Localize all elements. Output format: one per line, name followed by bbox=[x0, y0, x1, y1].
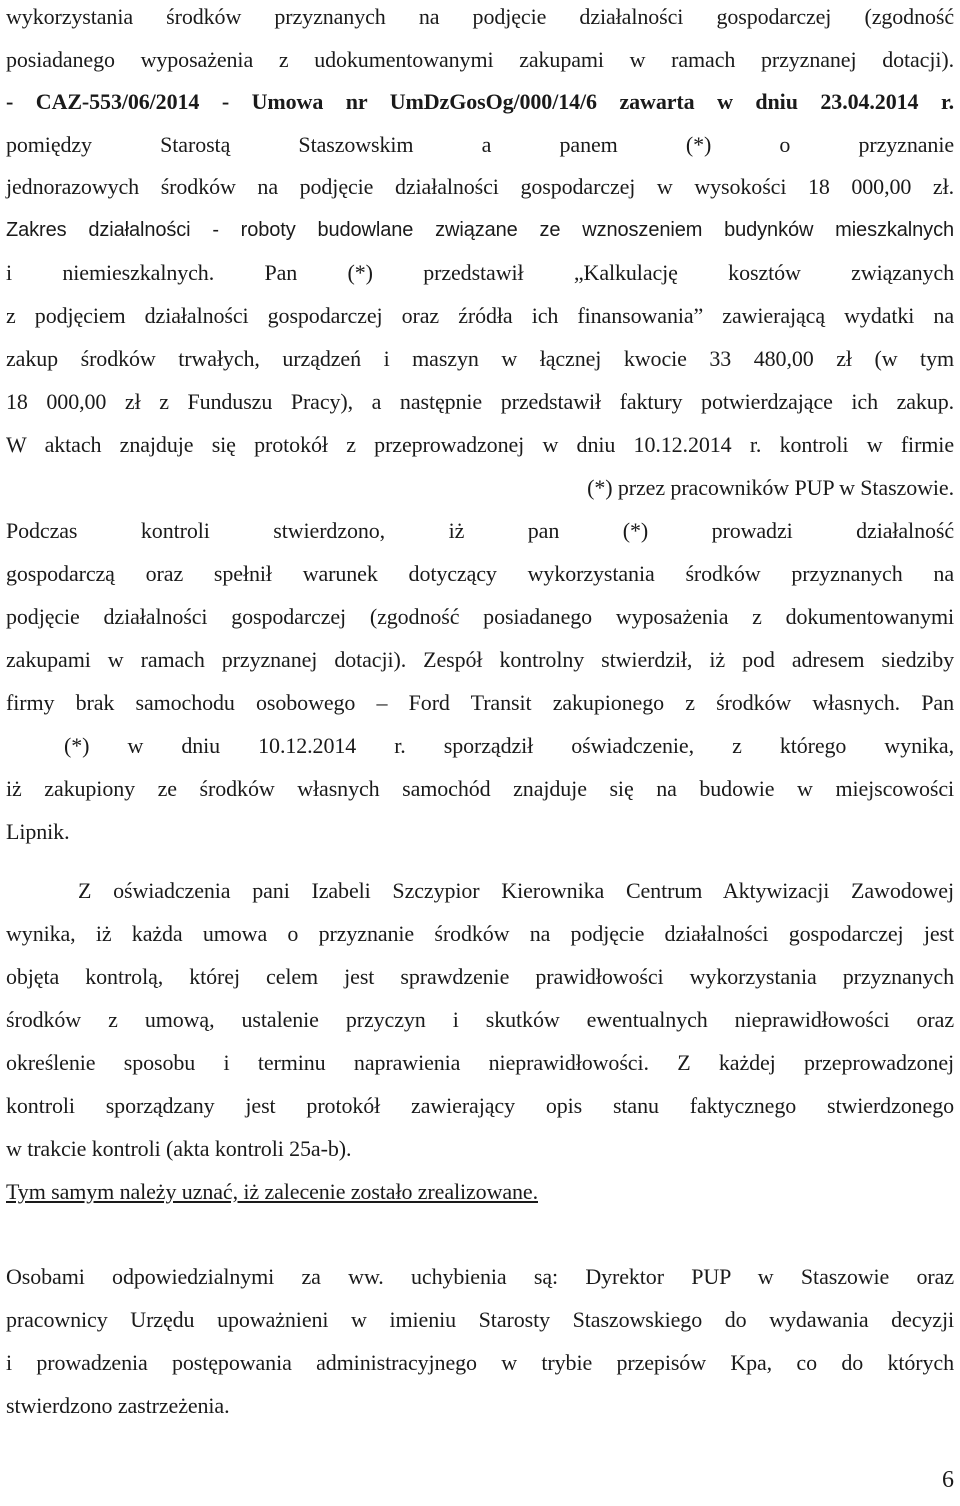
text-line: zakup środków trwałych, urządzeń i maszyn w łącznej kwocie 33 480,00 zł (w tym bbox=[6, 346, 954, 371]
text-line: W aktach znajduje się protokół z przeprowadzonej w dniu 10.12.2014 r. kontroli w firmie bbox=[6, 432, 954, 457]
text-line: w trakcie kontroli (akta kontroli 25a-b). bbox=[6, 1136, 352, 1161]
text-line: kontroli sporządzany jest protokół zawierający opis stanu faktycznego stwierdzonego bbox=[6, 1093, 954, 1118]
text-line: 18 000,00 zł z Funduszu Pracy), a następnie przedstawił faktury potwierdzające ich zakup. bbox=[6, 389, 954, 414]
text-line: z podjęciem działalności gospodarczej oraz źródła ich finansowania” zawierającą wydatki na bbox=[6, 303, 954, 328]
text-line: i prowadzenia postępowania administracyjnego w trybie przepisów Kpa, co do których bbox=[6, 1350, 954, 1375]
text-line: pracownicy Urzędu upoważnieni w imieniu Starosty Staszowskiego do wydawania decyzji bbox=[6, 1307, 954, 1332]
page-number: 6 bbox=[942, 1467, 954, 1493]
text-line: środków z umową, ustalenie przyczyn i skutków ewentualnych nieprawidłowości oraz bbox=[6, 1007, 954, 1032]
text-line: posiadanego wyposażenia z udokumentowanymi zakupami w ramach przyznanej dotacji). bbox=[6, 47, 954, 72]
paragraph-first-line: Z oświadczenia pani Izabeli Szczypior Kierownika Centrum Aktywizacji Zawodowej bbox=[78, 878, 954, 903]
text-line: objęta kontrolą, której celem jest sprawdzenie prawidłowości wykorzystania przyznanych bbox=[6, 964, 954, 989]
text-line: zakupami w ramach przyznanej dotacji). Zespół kontrolny stwierdził, iż pod adresem siedziby bbox=[6, 647, 954, 672]
text-line: Podczas kontroli stwierdzono, iż pan (*) prowadzi działalność bbox=[6, 518, 954, 543]
text-line: podjęcie działalności gospodarczej (zgodność posiadanego wyposażenia z dokumentowanymi bbox=[6, 604, 954, 629]
text-line: firmy brak samochodu osobowego – Ford Transit zakupionego z środków własnych. Pan bbox=[6, 690, 954, 715]
text-line: (*) przez pracowników PUP w Staszowie. bbox=[587, 475, 954, 500]
text-line: Osobami odpowiedzialnymi za ww. uchybienia są: Dyrektor PUP w Staszowie oraz bbox=[6, 1264, 954, 1289]
text-line: i niemieszkalnych. Pan (*) przedstawił „Kalkulację kosztów związanych bbox=[6, 260, 954, 285]
text-line-contract: - CAZ-553/06/2014 - Umowa nr UmDzGosOg/000/14/6 zawarta w dniu 23.04.2014 r. bbox=[6, 89, 954, 114]
text-line: gospodarczą oraz spełnił warunek dotyczący wykorzystania środków przyznanych na bbox=[6, 561, 954, 586]
text-line: Lipnik. bbox=[6, 819, 70, 844]
text-line: określenie sposobu i terminu naprawienia nieprawidłowości. Z każdej przeprowadzonej bbox=[6, 1050, 954, 1075]
conclusion-underlined: Tym samym należy uznać, iż zalecenie zostało zrealizowane. bbox=[6, 1179, 538, 1204]
text-line: stwierdzono zastrzeżenia. bbox=[6, 1393, 230, 1418]
text-line: wynika, iż każda umowa o przyznanie środków na podjęcie działalności gospodarczej jest bbox=[6, 921, 954, 946]
text-line: wykorzystania środków przyznanych na podjęcie działalności gospodarczej (zgodność bbox=[6, 4, 954, 29]
text-line: Zakres działalności - roboty budowlane związane ze wznoszeniem budynków mieszkalnych bbox=[6, 219, 954, 241]
text-line: jednorazowych środków na podjęcie działalności gospodarczej w wysokości 18 000,00 zł. bbox=[6, 174, 954, 199]
text-line: pomiędzy Starostą Staszowskim a panem (*) o przyznanie bbox=[6, 132, 954, 157]
text-line: (*) w dniu 10.12.2014 r. sporządził oświadczenie, z którego wynika, bbox=[64, 733, 954, 758]
text-line: iż zakupiony ze środków własnych samochód znajduje się na budowie w miejscowości bbox=[6, 776, 954, 801]
